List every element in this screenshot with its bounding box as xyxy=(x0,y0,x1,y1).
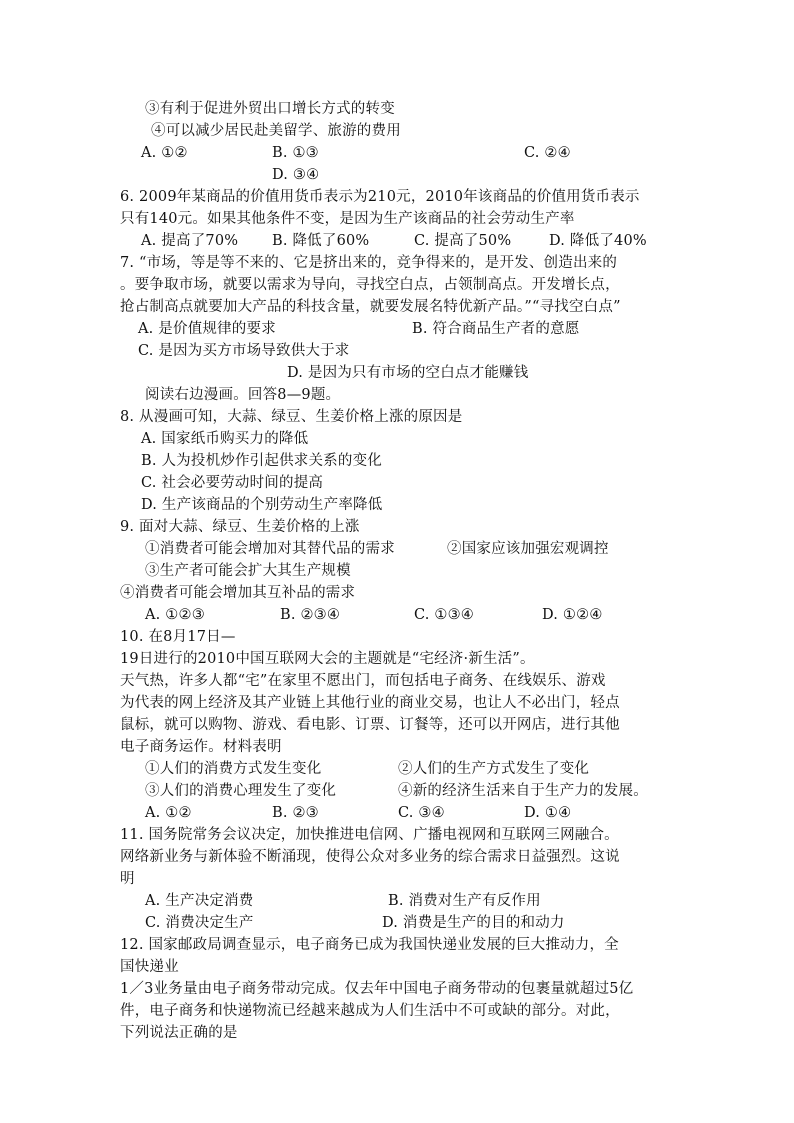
q7-option-d: D. 是因为只有市场的空白点才能赚钱 xyxy=(287,365,529,381)
q9-option-d: D. ①②④ xyxy=(542,607,603,623)
q5-option-a: A. ①② xyxy=(141,145,188,161)
q6-stem-line-2: 只有140元。如果其他条件不变，是因为生产该商品的社会劳动生产率 xyxy=(120,211,575,227)
q10-option-b: B. ②③ xyxy=(272,805,319,821)
q10-stem-line-4: 为代表的网上经济及其产业链上其他行业的商业交易，也让人不必出门，轻点 xyxy=(120,695,620,711)
q10-statement-1: ①人们的消费方式发生变化 xyxy=(145,761,322,777)
q5-statement-3: ③有利于促进外贸出口增长方式的转变 xyxy=(145,101,395,117)
q8-option-b: B. 人为投机炒作引起供求关系的变化 xyxy=(141,453,382,469)
q12-stem-line-4: 件，电子商务和快递物流已经越来越成为人们生活中不可或缺的部分。对此， xyxy=(120,1003,620,1019)
q10-statement-3: ③人们的消费心理发生了变化 xyxy=(145,783,337,799)
q9-stem: 9. 面对大蒜、绿豆、生姜价格的上涨 xyxy=(120,519,360,535)
q9-option-c: C. ①③④ xyxy=(414,607,474,623)
q11-option-a: A. 生产决定消费 xyxy=(145,893,254,909)
q11-option-b: B. 消费对生产有反作用 xyxy=(388,893,541,909)
q6-option-a: A. 提高了70% xyxy=(141,233,239,249)
q11-option-d: D. 消费是生产的目的和动力 xyxy=(382,915,565,931)
q12-stem-line-1: 12. 国家邮政局调查显示，电子商务已成为我国快递业发展的巨大推动力，全 xyxy=(120,937,619,953)
q5-option-d: D. ③④ xyxy=(272,167,320,183)
q9-statement-4: ④消费者可能会增加其互补品的需求 xyxy=(120,585,356,601)
q7-option-b: B. 符合商品生产者的意愿 xyxy=(412,321,580,337)
q9-option-b: B. ②③④ xyxy=(280,607,341,623)
q10-stem-line-5: 鼠标，就可以购物、游戏、看电影、订票、订餐等，还可以开网店，进行其他 xyxy=(120,717,620,733)
q10-stem-line-3: 天气热，许多人都“宅”在家里不愿出门，而包括电子商务、在线娱乐、游戏 xyxy=(120,673,606,689)
q7-option-c: C. 是因为买方市场导致供大于求 xyxy=(138,343,350,359)
q9-statement-1: ①消费者可能会增加对其替代品的需求 xyxy=(145,541,395,557)
q7-stem-line-1: 7. “市场，等是等不来的、它是挤出来的，竞争得来的，是开发、创造出来的 xyxy=(120,255,618,271)
q10-option-c: C. ③④ xyxy=(398,805,445,821)
q11-stem-line-2: 网络新业务与新体验不断涌现，使得公众对多业务的综合需求日益强烈。这说 xyxy=(120,849,620,865)
q10-option-a: A. ①② xyxy=(145,805,192,821)
q5-statement-4: ④可以减少居民赴美留学、旅游的费用 xyxy=(151,123,401,139)
q5-option-b: B. ①③ xyxy=(272,145,319,161)
q6-option-b: B. 降低了60% xyxy=(272,233,370,249)
q11-stem-line-3: 明 xyxy=(120,871,135,887)
q8-option-a: A. 国家纸币购买力的降低 xyxy=(141,431,309,447)
comic-instruction: 阅读右边漫画。回答8—9题。 xyxy=(145,387,341,403)
q10-stem-line-1: 10. 在8月17日— xyxy=(120,629,236,645)
q6-option-c: C. 提高了50% xyxy=(414,233,512,249)
q8-option-d: D. 生产该商品的个别劳动生产率降低 xyxy=(141,497,383,513)
q12-stem-line-3: 1／3业务量由电子商务带动完成。仅去年中国电子商务带动的包裹量就超过5亿 xyxy=(120,981,634,997)
q6-stem-line-1: 6. 2009年某商品的价值用货币表示为210元，2010年该商品的价值用货币表示 xyxy=(120,189,640,205)
q9-option-a: A. ①②③ xyxy=(145,607,205,623)
q12-stem-line-5: 下列说法正确的是 xyxy=(120,1025,238,1041)
q10-stem-line-2: 19日进行的2010中国互联网大会的主题就是“宅经济·新生活”。 xyxy=(120,651,535,667)
q6-option-d: D. 降低了40% xyxy=(549,233,647,249)
q11-option-c: C. 消费决定生产 xyxy=(145,915,254,931)
q7-option-a: A. 是价值规律的要求 xyxy=(138,321,276,337)
q7-stem-line-3: 抢占制高点就要加大产品的科技含量，就要发展名特优新产品。”“寻找空白点” xyxy=(120,299,621,315)
q9-statement-2: ②国家应该加强宏观调控 xyxy=(447,541,609,557)
q12-stem-line-2: 国快递业 xyxy=(120,959,179,975)
q10-statement-4: ④新的经济生活来自于生产力的发展。 xyxy=(398,783,648,799)
q7-stem-line-2: 。要争取市场，就要以需求为导向，寻找空白点，占领制高点。开发增长点， xyxy=(120,277,620,293)
q10-option-d: D. ①④ xyxy=(524,805,572,821)
q8-option-c: C. 社会必要劳动时间的提高 xyxy=(141,475,324,491)
q5-option-c: C. ②④ xyxy=(524,145,571,161)
q11-stem-line-1: 11. 国务院常务会议决定，加快推进电信网、广播电视网和互联网三网融合。 xyxy=(120,827,619,843)
q10-stem-line-6: 电子商务运作。材料表明 xyxy=(120,739,282,755)
q9-statement-3: ③生产者可能会扩大其生产规模 xyxy=(145,563,351,579)
q8-stem: 8. 从漫画可知，大蒜、绿豆、生姜价格上涨的原因是 xyxy=(120,409,463,425)
q10-statement-2: ②人们的生产方式发生了变化 xyxy=(398,761,590,777)
